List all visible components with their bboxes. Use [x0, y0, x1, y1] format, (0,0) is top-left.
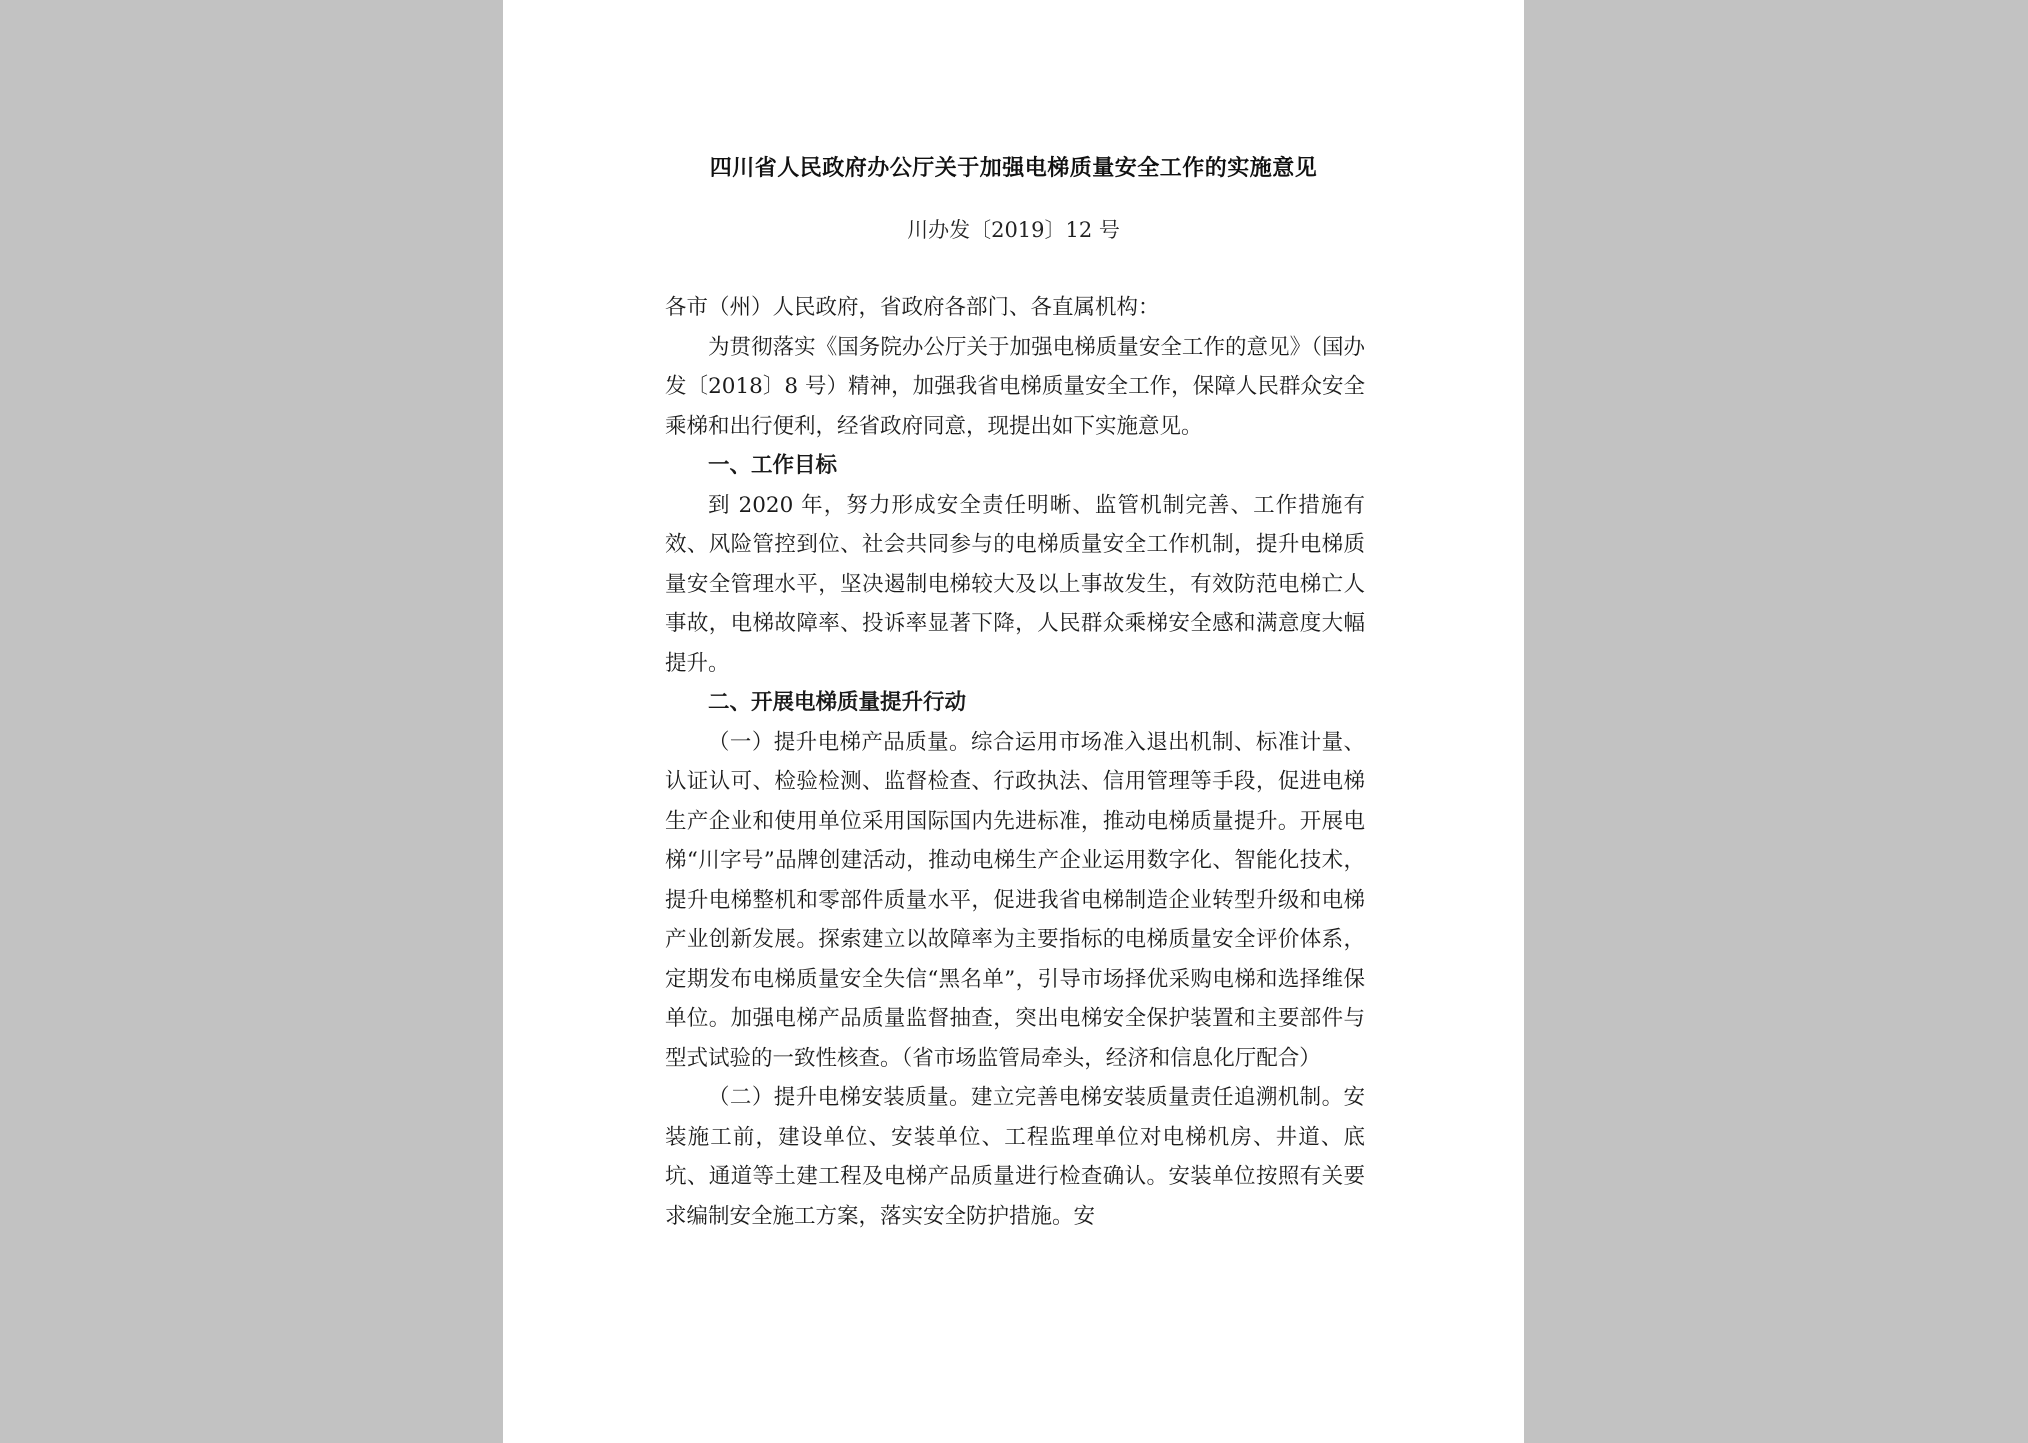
- document-title: 四川省人民政府办公厅关于加强电梯质量安全工作的实施意见: [709, 155, 1318, 181]
- document-number: 川办发〔2019〕12 号: [907, 218, 1120, 242]
- section-heading-quality-action: 二、开展电梯质量提升行动: [708, 690, 967, 715]
- installation-quality-paragraph: （二）提升电梯安装质量。建立完善电梯安装质量责任追溯机制。安装施工前，建设单位、安装单位、工程监理单位对电梯机房、井道、底坑、通道等土建工程及电梯产品质量进行检查确认。安装单位按照有关要求编制安全施工方案，落实安全防护措施。安: [665, 1085, 1365, 1229]
- addressee-line: 各市（州）人民政府，省政府各部门、各直属机构：: [665, 295, 1160, 320]
- document-body: [665, 288, 1365, 1236]
- goals-paragraph: 到 2020 年，努力形成安全责任明晰、监管机制完善、工作措施有效、风险管控到位、社会共同参与的电梯质量安全工作机制，提升电梯质量安全管理水平，坚决遏制电梯较大及以上事故发生，有效防范电梯亡人事故，电梯故障率、投诉率显著下降，人民群众乘梯安全感和满意度大幅提升。: [665, 492, 1365, 676]
- section-heading-goals: 一、工作目标: [708, 453, 838, 478]
- document-page: [503, 0, 1524, 1443]
- product-quality-paragraph: （一）提升电梯产品质量。综合运用市场准入退出机制、标准计量、认证认可、检验检测、监督检查、行政执法、信用管理等手段，促进电梯生产企业和使用单位采用国际国内先进标准，推动电梯质量提升。开展电梯“川字号”品牌创建活动，推动电梯生产企业运用数字化、智能化技术，提升电梯整机和零部件质量水平，促进我省电梯制造企业转型升级和电梯产业创新发展。探索建立以故障率为主要指标的电梯质量安全评价体系，定期发布电梯质量安全失信“黑名单”，引导市场择优采购电梯和选择维保单位。加强电梯产品质量监督抽查，突出电梯安全保护装置和主要部件与型式试验的一致性核查。（省市场监管局牵头，经济和信息化厅配合）: [665, 729, 1365, 1071]
- intro-paragraph: 为贯彻落实《国务院办公厅关于加强电梯质量安全工作的意见》（国办发〔2018〕8 号）精神，加强我省电梯质量安全工作，保障人民群众安全乘梯和出行便利，经省政府同意，现提出如下实施意见。: [665, 334, 1365, 439]
